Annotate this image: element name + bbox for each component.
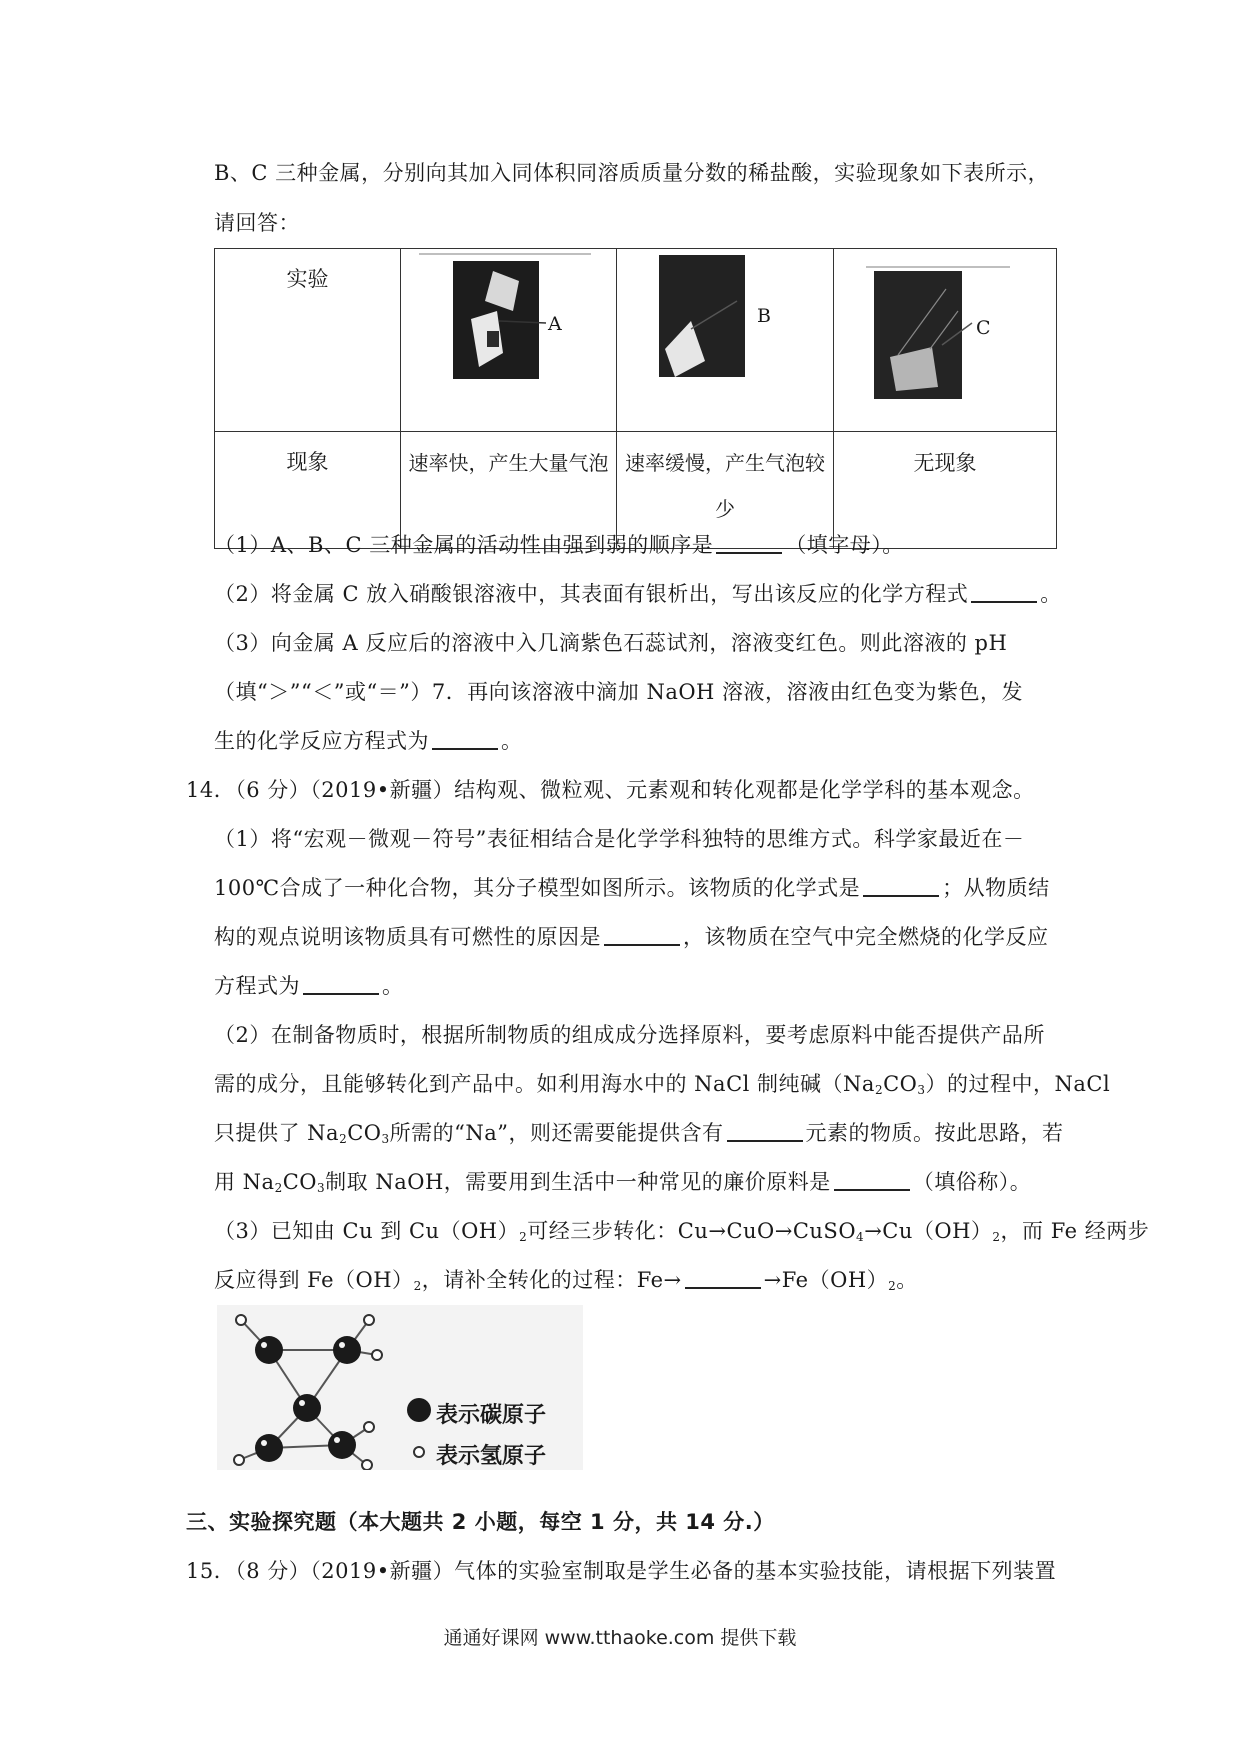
legend-hydrogen-label: 表示氢原子 <box>436 1443 547 1469</box>
answer-blank[interactable] <box>863 894 939 897</box>
legend-carbon-icon <box>407 1398 431 1422</box>
molecule-model-figure <box>217 1305 583 1470</box>
table-row-label-observation: 现象 <box>215 432 401 549</box>
obs-c: 无现象 <box>834 432 1057 549</box>
q13-part3-line2: （填“＞”“＜”或“＝”）7．再向该溶液中滴加 NaOH 溶液，溶液由红色变为紫色，发 <box>214 680 1024 704</box>
label-c: C <box>976 317 991 339</box>
q14-part3-line2: 反应得到 $Fe(OH)_2$，请补全转化的过程：$Fe\to \to Fe(OH)_2$。 <box>214 1268 918 1293</box>
page-footer: 通通好课网 www.tthaoke.com 提供下载 <box>443 1627 797 1649</box>
q14-part2-line3: 只提供了 $Na_2CO_3$所需的“Na”，则还需要能提供含有 元素的物质。按此思路，若 <box>214 1121 1064 1146</box>
answer-blank[interactable] <box>432 747 498 750</box>
answer-blank[interactable] <box>716 551 782 554</box>
intro-line-1: B、C 三种金属，分别向其加入同体积同溶质质量分数的稀盐酸，实验现象如下表所示， <box>214 161 1050 185</box>
answer-blank[interactable] <box>834 1188 910 1191</box>
section-3-heading: 三、实验探究题（本大题共 2 小题，每空 1 分，共 14 分.） <box>186 1510 775 1534</box>
obs-a: 速率快，产生大量气泡 <box>401 432 617 549</box>
q15-header: 15．（8 分）（2019•新疆）气体的实验室制取是学生必备的基本实验技能，请根据下列装置 <box>186 1559 1057 1583</box>
label-a: A <box>548 313 562 335</box>
test-tube-b-photo <box>617 249 833 417</box>
answer-blank[interactable] <box>604 943 680 946</box>
intro-line-2: 请回答： <box>214 211 300 235</box>
experiment-table <box>214 248 1057 549</box>
tube-b-cell <box>617 249 834 432</box>
table-row-label-experiment: 实验 <box>215 249 401 432</box>
q13-part3-line1: （3）向金属 A 反应后的溶液中入几滴紫色石蕊试剂，溶液变红色。则此溶液的 pH <box>214 631 1008 655</box>
label-b: B <box>757 305 771 327</box>
answer-blank[interactable] <box>303 992 379 995</box>
q14-part2-line1: （2）在制备物质时，根据所制物质的组成成分选择原料，要考虑原料中能否提供产品所 <box>214 1023 1045 1047</box>
q14-part2-line2: 需的成分，且能够转化到产品中。如利用海水中的 NaCl 制纯碱$(Na_2CO_3)$的过程中，NaCl <box>214 1072 1111 1097</box>
answer-blank[interactable] <box>971 600 1037 603</box>
test-tube-a-photo <box>401 249 616 417</box>
q13-part1: （1）A、B、C 三种金属的活动性由强到弱的顺序是 （填字母）。 <box>214 533 904 557</box>
q14-part2-line4: 用 $Na_2CO_3$制取 NaOH，需要用到生活中一种常见的廉价原料是 （填俗称）。 <box>214 1170 1032 1195</box>
test-tube-c-photo <box>834 249 1056 417</box>
q13-part2: （2）将金属 C 放入硝酸银溶液中，其表面有银析出，写出该反应的化学方程式 。 <box>214 582 1062 606</box>
legend-hydrogen-icon <box>414 1447 424 1457</box>
tube-a-cell <box>401 249 617 432</box>
q14-part1-line3: 构的观点说明该物质具有可燃性的原因是 ，该物质在空气中完全燃烧的化学反应 <box>214 925 1049 949</box>
q14-header: 14．（6 分）（2019•新疆）结构观、微粒观、元素观和转化观都是化学学科的基本观念。 <box>186 778 1035 802</box>
q14-part3-line1: （3）已知由 Cu 到 $Cu(OH)_2$可经三步转化：$Cu\to CuO\to CuSO_4\to Cu(OH)_2$，而 Fe 经两步 <box>214 1219 1150 1244</box>
legend-carbon-label: 表示碳原子 <box>436 1402 547 1428</box>
answer-blank[interactable] <box>685 1286 761 1289</box>
q13-part3-line3: 生的化学反应方程式为 。 <box>214 729 523 753</box>
q14-part1-line1: （1）将“宏观－微观－符号”表征相结合是化学学科独特的思维方式。科学家最近在－ <box>214 827 1025 851</box>
answer-blank[interactable] <box>727 1139 803 1142</box>
obs-b: 速率缓慢，产生气泡较 少 <box>617 432 834 549</box>
q14-part1-line4: 方程式为 。 <box>214 974 404 998</box>
q14-part1-line2: 100℃合成了一种化合物，其分子模型如图所示。该物质的化学式是 ；从物质结 <box>214 876 1050 900</box>
tube-c-cell <box>834 249 1057 432</box>
